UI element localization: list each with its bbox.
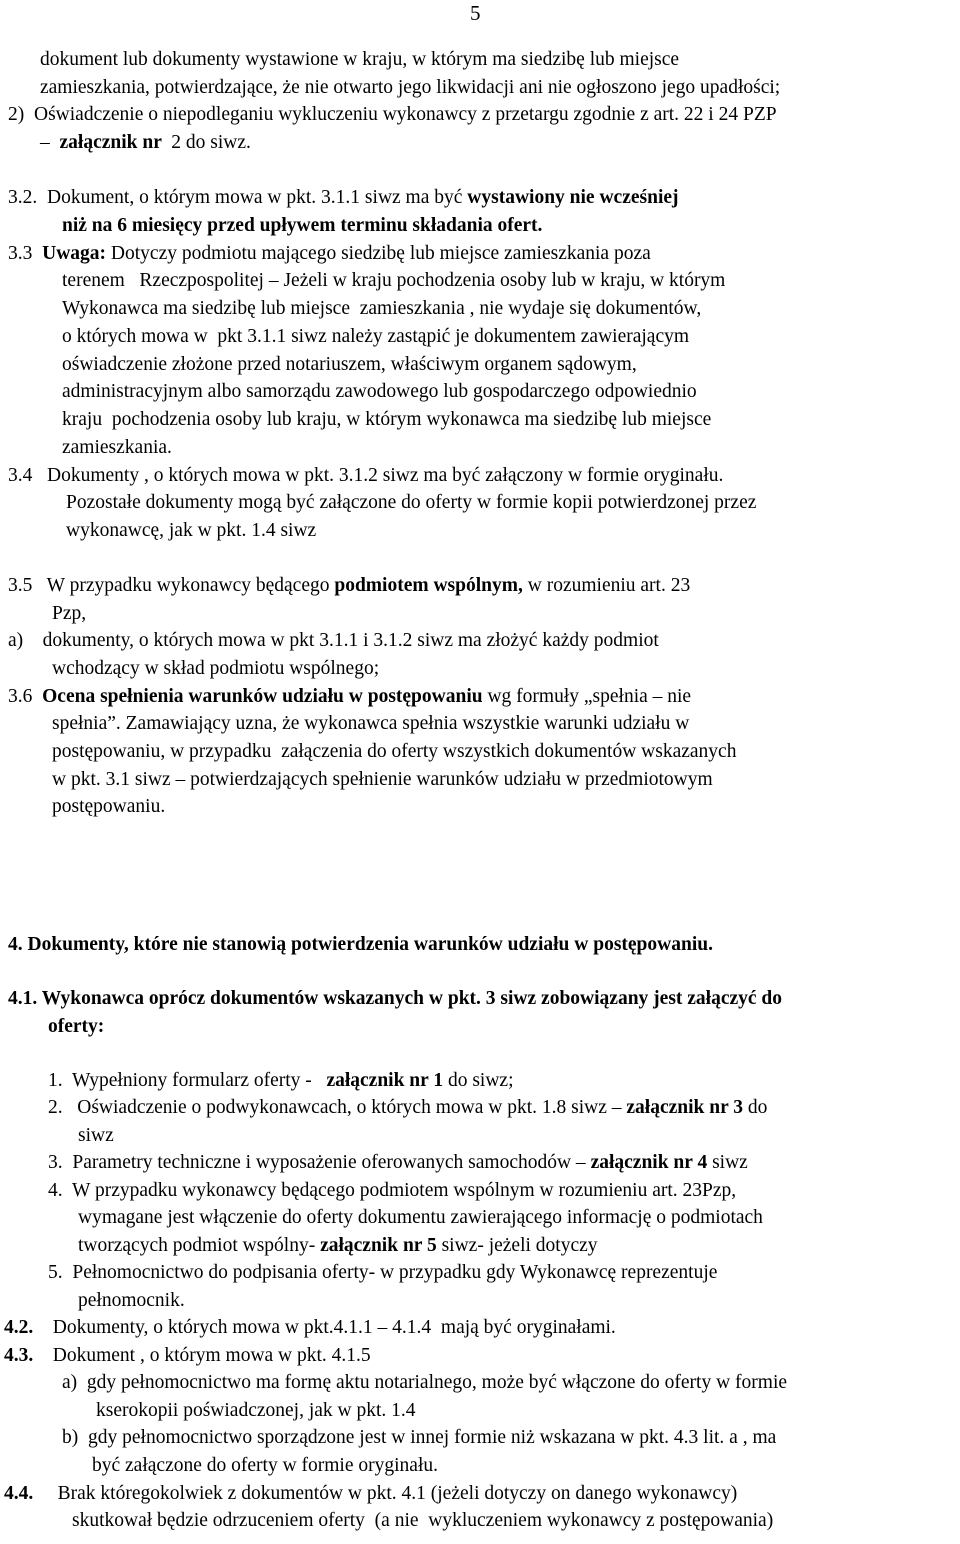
text-line (92, 1452, 438, 1480)
text-line (72, 1507, 773, 1535)
text-line (66, 489, 756, 517)
text-line (8, 462, 723, 490)
bold-text: oferty: (48, 1016, 105, 1037)
text-line (52, 766, 713, 794)
text-line (52, 655, 379, 683)
bold-text: wystawiony nie wcześniej (467, 187, 679, 208)
text-run: w rozumieniu art. 23 (522, 575, 691, 596)
text-run: o których mowa w pkt 3.1.1 siwz należy zastąpić je dokumentem zawierającym (62, 326, 690, 347)
text-run: 2. Oświadczenie o podwykonawcach, o których mowa w pkt. 1.8 siwz – (48, 1097, 627, 1118)
text-line (48, 1067, 514, 1095)
text-run: Pzp, (52, 603, 87, 624)
text-run: spełnia”. Zamawiający uzna, że wykonawca spełnia wszystkie warunki udziału w (52, 713, 690, 734)
text-line (8, 985, 782, 1013)
bold-text: 4.1. Wykonawca oprócz dokumentów wskazanych w pkt. 3 siwz zobowiązany jest załączyć do (8, 988, 783, 1009)
text-line (4, 1342, 371, 1370)
text-run: 3.2. Dokument, o którym mowa w pkt. 3.1.1 siwz ma być (8, 187, 468, 208)
text-run: Pozostałe dokumenty mogą być załączone do oferty w formie kopii potwierdzonej przez (66, 492, 757, 513)
text-run: do siwz; (443, 1070, 514, 1091)
text-run: Dokument , o którym mowa w pkt. 4.1.5 (33, 1345, 371, 1366)
text-line (96, 1397, 416, 1425)
text-line (8, 931, 713, 959)
text-run: wymagane jest włączenie do oferty dokumentu zawierającego informację o podmiotach (78, 1207, 763, 1228)
text-line (62, 378, 697, 406)
text-line (4, 1480, 737, 1508)
text-run: 3.3 (8, 243, 43, 264)
text-run: – (40, 132, 60, 153)
text-run: 2) Oświadczenie o niepodleganiu wykluczeniu wykonawcy z przetargu zgodnie z art. 22 i 24 PZP (8, 104, 777, 125)
bold-text: załącznik nr 3 (626, 1097, 744, 1118)
text-run: administracyjnym albo samorządu zawodowego lub gospodarczego odpowiednio (62, 381, 697, 402)
text-run: 3.6 (8, 686, 43, 707)
text-run: do (743, 1097, 768, 1118)
text-run: 4. W przypadku wykonawcy będącego podmiotem wspólnym w rozumieniu art. 23Pzp, (48, 1180, 737, 1201)
text-line (40, 74, 780, 102)
text-line (40, 129, 251, 157)
text-line (62, 406, 711, 434)
text-run: b) gdy pełnomocnictwo sporządzone jest w innej formie niż wskazana w pkt. 4.3 lit. a , ma (62, 1427, 777, 1448)
text-run: wykonawcę, jak w pkt. 1.4 siwz (66, 520, 317, 541)
text-run: dokument lub dokumenty wystawione w kraju, w którym ma siedzibę lub miejsce (40, 49, 680, 70)
bold-text: 4.2. (4, 1317, 34, 1338)
bold-text: Uwaga: (42, 243, 107, 264)
bold-text: załącznik nr 1 (326, 1070, 444, 1091)
text-line (40, 46, 679, 74)
text-run: 1. Wypełniony formularz oferty - (48, 1070, 327, 1091)
text-run: zamieszkania. (62, 437, 172, 458)
text-run: a) dokumenty, o których mowa w pkt 3.1.1 i 3.1.2 siwz ma złożyć każdy podmiot (8, 630, 659, 651)
bold-text: załącznik nr 4 (590, 1152, 708, 1173)
text-line (78, 1204, 763, 1232)
text-run: 3.4 Dokumenty , o których mowa w pkt. 3.1.2 siwz ma być załączony w formie oryginału. (8, 465, 724, 486)
bold-text: Ocena spełnienia warunków udziału w postępowaniu (42, 686, 483, 707)
text-line (62, 212, 542, 240)
text-run: wchodzący w skład podmiotu wspólnego; (52, 658, 380, 679)
text-run: postępowaniu. (52, 796, 166, 817)
text-run: 2 do siwz. (166, 132, 251, 153)
bold-text: załącznik nr 5 (320, 1235, 437, 1256)
text-line (48, 1259, 717, 1287)
bold-text: załącznik nr (59, 132, 167, 153)
text-run: skutkował będzie odrzuceniem oferty (a nie wykluczeniem wykonawcy z postępowania) (72, 1510, 774, 1531)
text-run: być załączone do oferty w formie oryginału. (92, 1455, 438, 1476)
text-line (8, 240, 651, 268)
text-line (52, 710, 689, 738)
text-line (62, 1424, 776, 1452)
text-run: tworzących podmiot wspólny- (78, 1235, 321, 1256)
text-line (62, 351, 637, 379)
text-run: siwz- jeżeli dotyczy (436, 1235, 598, 1256)
text-run: 3.5 W przypadku wykonawcy będącego (8, 575, 335, 596)
text-run: 5. Pełnomocnictwo do podpisania oferty- w przypadku gdy Wykonawcę reprezentuje (48, 1262, 718, 1283)
text-line (48, 1177, 736, 1205)
bold-text: 4.3. (4, 1345, 34, 1366)
text-line (8, 101, 777, 129)
text-line (48, 1094, 767, 1122)
text-run: terenem Rzeczpospolitej – Jeżeli w kraju pochodzenia osoby lub w kraju, w którym (62, 270, 726, 291)
text-line (66, 517, 316, 545)
bold-text: podmiotem wspólnym, (334, 575, 523, 596)
text-line (62, 267, 725, 295)
text-run: siwz (78, 1125, 114, 1146)
text-run: Dotyczy podmiotu mającego siedzibę lub miejsce zamieszkania poza (106, 243, 651, 264)
text-line (78, 1122, 114, 1150)
text-run: zamieszkania, potwierdzające, że nie otwarto jego likwidacji ani nie ogłoszono jego upadłości; (40, 77, 781, 98)
text-line (48, 1149, 748, 1177)
bold-text: 4.4. (4, 1483, 34, 1504)
text-run: Brak któregokolwiek z dokumentów w pkt. 4.1 (jeżeli dotyczy on danego wykonawcy) (33, 1483, 738, 1504)
text-line (8, 572, 690, 600)
text-run: a) gdy pełnomocnictwo ma formę aktu notarialnego, może być włączone do oferty w formie (62, 1372, 788, 1393)
text-run: kserokopii poświadczonej, jak w pkt. 1.4 (96, 1400, 416, 1421)
page-number: 5 (470, 1, 481, 25)
text-line (8, 627, 659, 655)
text-line (78, 1287, 185, 1315)
text-run: oświadczenie złożone przed notariuszem, właściwym organem sądowym, (62, 354, 637, 375)
text-run: Dokumenty, o których mowa w pkt.4.1.1 – 4.1.4 mają być oryginałami. (33, 1317, 616, 1338)
text-run: 3. Parametry techniczne i wyposażenie oferowanych samochodów – (48, 1152, 591, 1173)
bold-text: 4. Dokumenty, które nie stanowią potwierdzenia warunków udziału w postępowaniu. (8, 934, 713, 955)
text-run: kraju pochodzenia osoby lub kraju, w którym wykonawca ma siedzibę lub miejsce (62, 409, 712, 430)
text-run: siwz (707, 1152, 748, 1173)
bold-text: niż na 6 miesięcy przed upływem terminu składania ofert. (62, 215, 543, 236)
text-run: postępowaniu, w przypadku załączenia do oferty wszystkich dokumentów wskazanych (52, 741, 737, 762)
text-run: Wykonawca ma siedzibę lub miejsce zamieszkania , nie wydaje się dokumentów, (62, 298, 702, 319)
text-line (52, 600, 86, 628)
text-line (48, 1013, 104, 1041)
text-run: wg formuły „spełnia – nie (482, 686, 692, 707)
text-line (52, 793, 165, 821)
text-line (52, 738, 736, 766)
text-line (62, 323, 689, 351)
text-run: pełnomocnik. (78, 1290, 185, 1311)
text-line (62, 295, 701, 323)
text-line (62, 434, 172, 462)
text-line (62, 1369, 787, 1397)
text-run: w pkt. 3.1 siwz – potwierdzających spełnienie warunków udziału w przedmiotowym (52, 769, 713, 790)
text-line (4, 1314, 616, 1342)
text-line (8, 184, 679, 212)
text-line (78, 1232, 598, 1260)
text-line (8, 683, 691, 711)
